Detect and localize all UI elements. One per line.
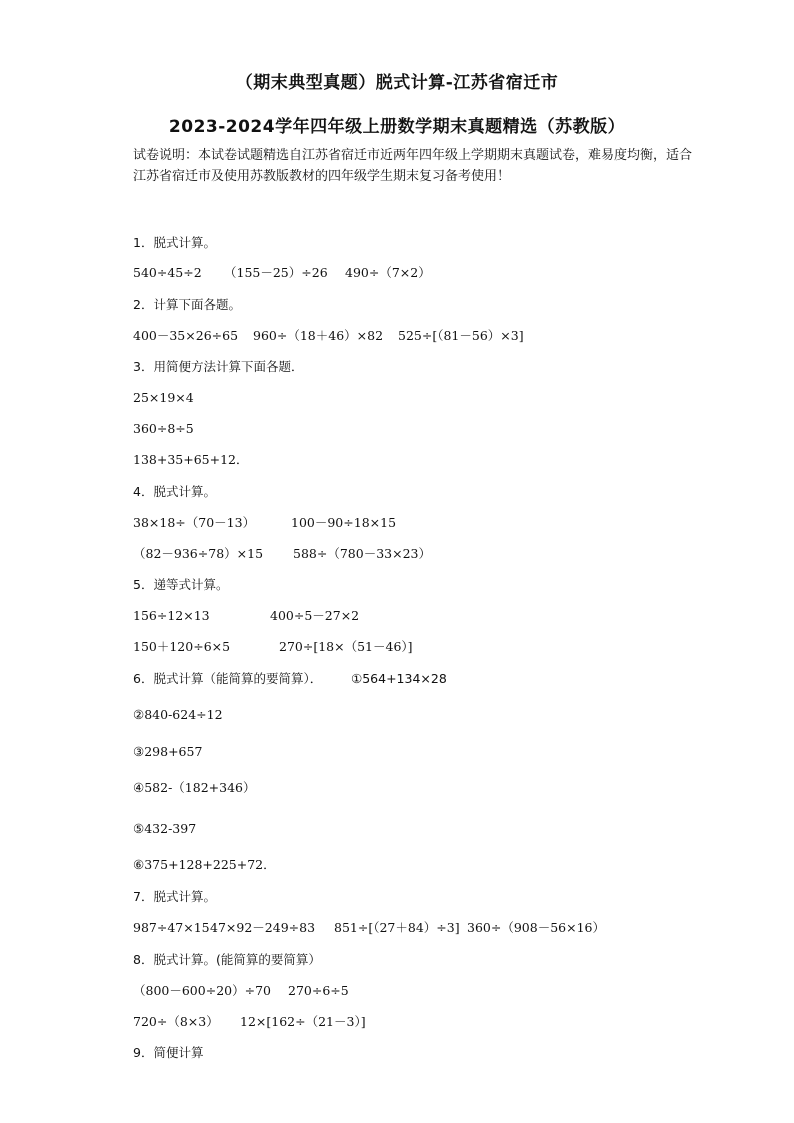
- question-8-row-1: [133, 981, 349, 1001]
- question-3-title: 3．用简便方法计算下面各题．: [133, 359, 304, 374]
- question-7-title: 7．脱式计算。: [133, 889, 216, 904]
- expression: 12×[162÷（21－3）]: [240, 1014, 366, 1029]
- question-4-row-2: [133, 544, 431, 564]
- expression: 100－90÷18×15: [291, 515, 397, 530]
- question-1-items: [133, 263, 431, 283]
- expression: 360÷（908－56×16）: [467, 920, 605, 935]
- expression: 360÷8÷5: [133, 421, 194, 436]
- expression: 270÷[18×（51－46）]: [279, 639, 413, 654]
- expression: 400÷5－27×2: [270, 608, 360, 623]
- expression: 156÷12×13: [133, 608, 210, 623]
- question-6-row-1: [133, 669, 447, 689]
- expression: 588÷（780－33×23）: [293, 546, 431, 561]
- question-9-title: 9．简便计算: [133, 1045, 204, 1060]
- page-subtitle: 2023-2024学年四年级上册数学期末真题精选（苏教版）: [168, 117, 626, 137]
- question-2-items: [133, 326, 524, 346]
- expression: 720÷（8×3）: [133, 1014, 219, 1029]
- question-6-title: 6．脱式计算（能简算的要简算）．: [133, 671, 323, 686]
- expression: 400－35×26÷65: [133, 328, 239, 343]
- question-1-title: 1．脱式计算。: [133, 235, 216, 250]
- question-8-title: 8．脱式计算。(能简算的要简算）: [133, 952, 321, 967]
- question-2-title: 2．计算下面各题。: [133, 297, 241, 312]
- question-8-row-2: [133, 1012, 366, 1032]
- expression: ②840-624÷12: [133, 707, 223, 722]
- expression: 47×92－249÷83: [210, 920, 316, 935]
- question-5-row-1: [133, 606, 359, 626]
- question-5-row-2: [133, 637, 413, 657]
- expression: 525÷[（81－56）×3]: [398, 328, 524, 343]
- expression: 38×18÷（70－13）: [133, 515, 256, 530]
- expression: 987÷47×15: [133, 920, 210, 935]
- expression: ⑤432-397: [133, 821, 197, 836]
- expression: （155－25）÷26: [224, 265, 328, 280]
- expression: 851÷[（27＋84）÷3]: [334, 920, 460, 935]
- question-5-title: 5．递等式计算。: [133, 577, 229, 592]
- exam-description: 试卷说明：本试卷试题精选自江苏省宿迁市近两年四年级上学期期末真题试卷，难易度均衡，适合江苏省宿迁市及使用苏教版教材的四年级学生期末复习备考使用！: [133, 148, 693, 184]
- question-4-title: 4．脱式计算。: [133, 484, 216, 499]
- expression: （82－936÷78）×15: [133, 546, 264, 561]
- expression: 490÷（7×2）: [345, 265, 431, 280]
- page-title: （期末典型真题）脱式计算-江苏省宿迁市: [235, 73, 559, 93]
- expression: ①564+134×28: [351, 671, 447, 686]
- question-7-items: [133, 918, 605, 938]
- expression: 960÷（18＋46）×82: [253, 328, 384, 343]
- expression: 270÷6÷5: [288, 983, 349, 998]
- expression: 540÷45÷2: [133, 265, 202, 280]
- expression: 150＋120÷6×5: [133, 639, 231, 654]
- expression: 25×19×4: [133, 390, 194, 405]
- expression: （800－600÷20）÷70: [133, 983, 271, 998]
- expression: 138+35+65+12．: [133, 452, 249, 467]
- expression: ③298+657: [133, 744, 203, 759]
- expression: ④582-（182+346）: [133, 780, 256, 795]
- question-4-row-1: [133, 513, 396, 533]
- expression: ⑥375+128+225+72．: [133, 857, 276, 872]
